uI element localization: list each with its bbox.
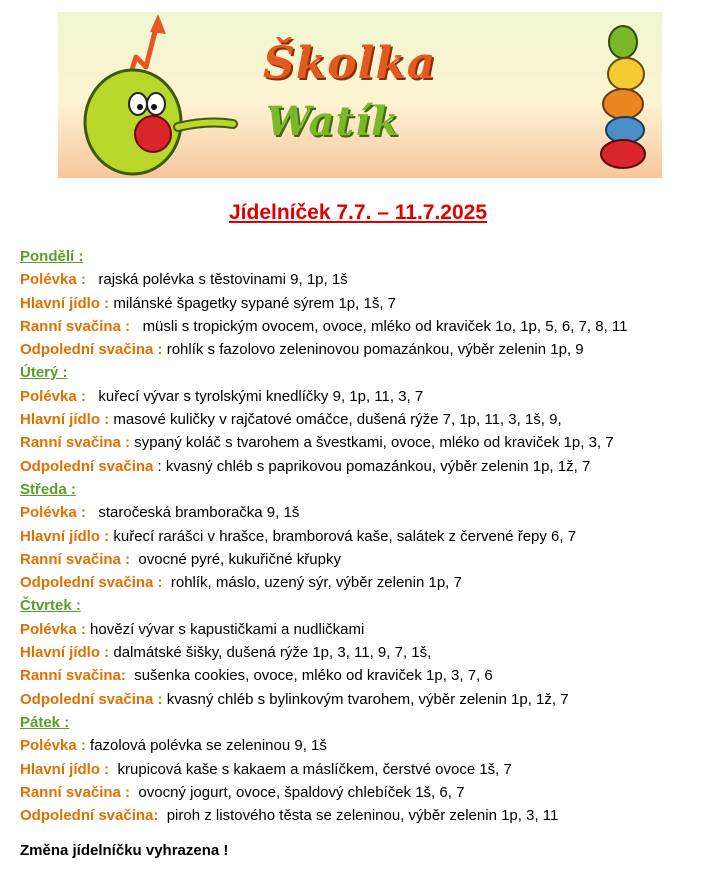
menu-item: Polévka : staročeská bramboračka 9, 1š <box>20 504 300 522</box>
menu-item: Polévka : hovězí vývar s kapustičkami a nudličkami <box>20 620 365 638</box>
menu-item: Ranní svačina : ovocný jogurt, ovoce, špaldový chlebíček 1š, 6, 7 <box>20 783 465 801</box>
day-heading: Úterý : <box>20 364 68 382</box>
menu-item: Polévka : fazolová polévka se zeleninou 9, 1š <box>20 737 327 755</box>
menu-item: Ranní svačina: sušenka cookies, ovoce, mléko od kraviček 1p, 3, 7, 6 <box>20 667 493 685</box>
logo-subtitle: Watík <box>266 98 400 145</box>
day-heading: Středa : <box>20 480 76 498</box>
menu-item: Hlavní jídlo : milánské špagetky sypané sýrem 1p, 1š, 7 <box>20 294 396 312</box>
menu-item: Odpolední svačina : kvasný chléb s bylinkovým tvarohem, výběr zelenin 1p, 1ž, 7 <box>20 690 569 708</box>
menu-item: Polévka : rajská polévka s těstovinami 9, 1p, 1š <box>20 271 348 289</box>
menu-item: Hlavní jídlo : masové kuličky v rajčatové omáčce, dušená rýže 7, 1p, 11, 3, 1š, 9, <box>20 411 562 429</box>
menu-item: Polévka : kuřecí vývar s tyrolskými knedlíčky 9, 1p, 11, 3, 7 <box>20 387 424 405</box>
day-heading: Pátek : <box>20 713 70 731</box>
menu-item: Hlavní jídlo : kuřecí rarášci v hrašce, bramborová kaše, salátek z červené řepy 6, 7 <box>20 527 577 545</box>
menu-item: Odpolední svačina : rohlík s fazolovo zeleninovou pomazánkou, výběr zelenin 1p, 9 <box>20 341 584 359</box>
menu-item: Odpolední svačina : rohlík, máslo, uzený sýr, výběr zelenin 1p, 7 <box>20 574 462 592</box>
menu-change-note: Změna jídelníčku vyhrazena ! <box>20 842 229 859</box>
day-heading: Čtvrtek : <box>20 597 81 615</box>
menu-item: Ranní svačina : sypaný koláč s tvarohem a švestkami, ovoce, mléko od kraviček 1p, 3, 7 <box>20 434 614 452</box>
menu-item: Odpolední svačina : kvasný chléb s paprikovou pomazánkou, výběr zelenin 1p, 1ž, 7 <box>20 457 591 475</box>
menu-item: Odpolední svačina: piroh z listového těsta se zeleninou, výběr zelenin 1p, 3, 11 <box>20 807 559 825</box>
menu-list <box>20 245 710 827</box>
day-heading: Pondělí : <box>20 248 84 265</box>
menu-item: Ranní svačina : müsli s tropickým ovocem, ovoce, mléko od kraviček 1o, 1p, 5, 6, 7, 8, 11 <box>20 317 628 335</box>
header-banner <box>58 12 662 178</box>
logo-title: Školka <box>263 38 437 89</box>
mascot-illustration <box>58 12 662 178</box>
menu-item: Ranní svačina : ovocné pyré, kukuřičné křupky <box>20 550 341 568</box>
menu-item: Hlavní jídlo : dalmátské šišky, dušená rýže 1p, 3, 11, 9, 7, 1š, <box>20 644 432 662</box>
menu-item: Hlavní jídlo : krupicová kaše s kakaem a máslíčkem, čerstvé ovoce 1š, 7 <box>20 760 512 778</box>
page-title: Jídelníček 7.7. – 11.7.2025 <box>228 201 488 224</box>
